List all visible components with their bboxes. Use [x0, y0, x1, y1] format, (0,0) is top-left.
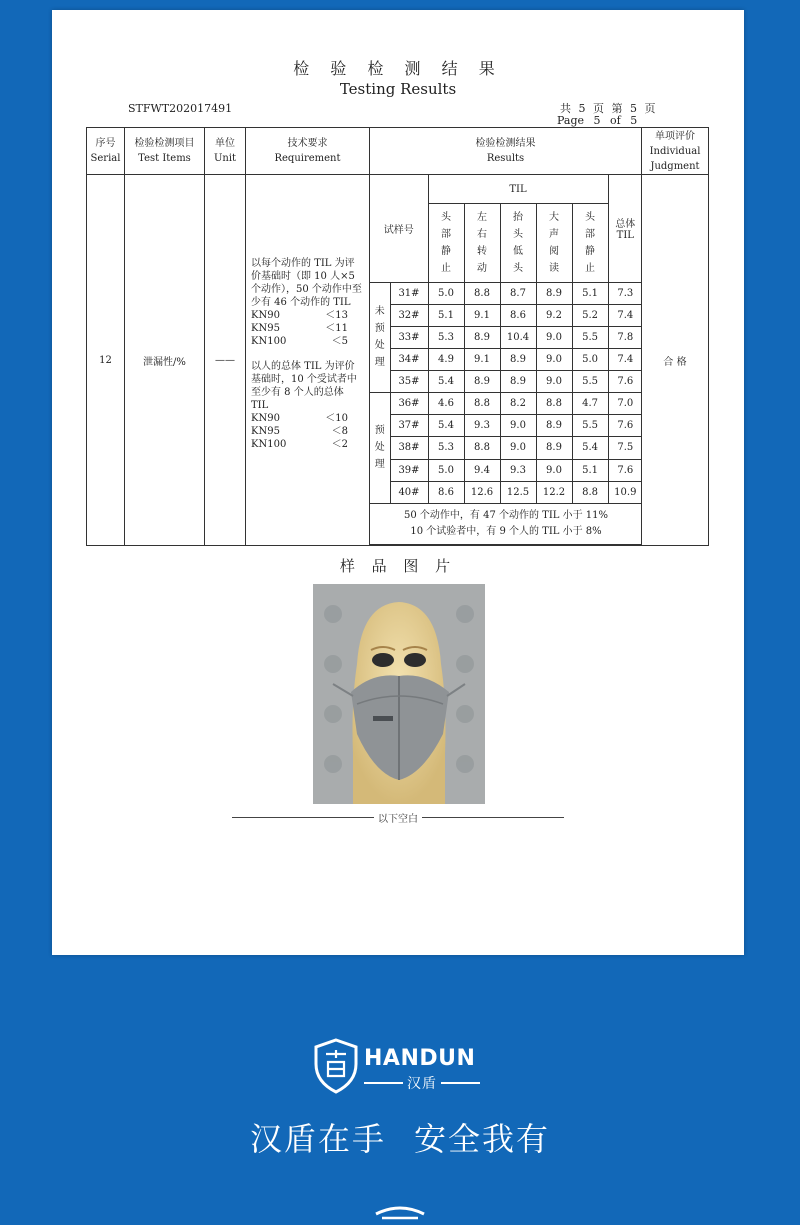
til-value: 9.3: [500, 459, 536, 481]
til-value: 8.9: [536, 415, 572, 437]
til-value: 5.0: [428, 459, 464, 481]
action-char: 右: [477, 228, 487, 240]
til-value: 5.4: [428, 371, 464, 393]
action-char: 头: [585, 211, 596, 223]
brand-name-chinese: 汉盾: [364, 1073, 480, 1093]
action-header-5: [572, 204, 608, 282]
til-value: 9.2: [536, 304, 572, 326]
total-til-value: 7.3: [608, 282, 642, 304]
til-value: 5.1: [428, 304, 464, 326]
results-table: [86, 127, 709, 546]
action-char: 大: [549, 211, 559, 223]
group-untreated: [370, 282, 390, 393]
header-results: 检验检测结果 Results: [370, 128, 642, 175]
til-value: 9.4: [464, 459, 500, 481]
sample-photo: [313, 584, 485, 804]
standard-row: KN100 ＜2: [251, 439, 348, 450]
til-value: 8.2: [500, 393, 536, 415]
total-label: TIL: [616, 230, 634, 242]
til-value: 5.5: [572, 371, 608, 393]
til-value: 5.2: [572, 304, 608, 326]
til-value: 9.0: [536, 326, 572, 348]
sample-id: 37#: [390, 415, 428, 437]
note-line-1: 50 个动作中，有 47 个动作的 TIL 小于 11%: [404, 509, 609, 521]
sample-id: 33#: [390, 326, 428, 348]
action-char: 部: [441, 228, 451, 240]
slogan: [0, 1114, 800, 1160]
group-char: 处: [374, 340, 385, 352]
group-pretreated: [370, 393, 390, 504]
total-til-value: 7.6: [608, 371, 642, 393]
til-value: 8.9: [500, 348, 536, 370]
action-char: 动: [477, 262, 487, 274]
standard-row: KN90 ＜10: [251, 413, 348, 424]
til-value: 12.5: [500, 481, 536, 503]
til-value: 8.7: [500, 282, 536, 304]
action-header-3: [500, 204, 536, 282]
action-char: 转: [477, 245, 487, 257]
sample-id: 32#: [390, 304, 428, 326]
til-value: 4.9: [428, 348, 464, 370]
sample-id: 36#: [390, 393, 428, 415]
title-english: Testing Results: [339, 80, 457, 98]
table-row: [370, 326, 642, 348]
til-value: 12.2: [536, 481, 572, 503]
sample-id: 34#: [390, 348, 428, 370]
group-char: 预: [374, 425, 385, 437]
til-value: 8.8: [536, 393, 572, 415]
sample-id: 35#: [390, 371, 428, 393]
page-indicator-chinese: 共 5 页 第 5 页: [560, 102, 656, 115]
til-value: 8.9: [536, 282, 572, 304]
group-char: 预: [374, 323, 385, 335]
group-char: 理: [374, 459, 385, 471]
action-char: 头: [441, 211, 451, 223]
action-char: 左: [477, 211, 487, 223]
til-value: 5.1: [572, 282, 608, 304]
total-til-value: 7.4: [608, 304, 642, 326]
action-header-1: [428, 204, 464, 282]
brand-name-english: HANDUN: [364, 1046, 476, 1071]
serial-cell: 12: [87, 175, 125, 546]
page-indicator-english: Page 5 of 5: [557, 114, 638, 127]
til-value: 5.3: [428, 326, 464, 348]
total-til-value: 7.6: [608, 459, 642, 481]
mannequin-mask-image: [313, 584, 485, 804]
total-til-value: 7.8: [608, 326, 642, 348]
til-value: 9.0: [500, 415, 536, 437]
til-value: 8.9: [536, 437, 572, 459]
table-row: [370, 437, 642, 459]
til-value: 8.8: [572, 481, 608, 503]
til-value: 9.1: [464, 304, 500, 326]
til-value: 5.4: [572, 437, 608, 459]
action-char: 止: [441, 262, 451, 274]
title-chinese: 检 验 检 测 结 果: [293, 59, 503, 78]
table-row: [370, 282, 642, 304]
table-row: [370, 459, 642, 481]
action-header-2: [464, 204, 500, 282]
action-char: 读: [549, 262, 559, 274]
results-note: [370, 503, 642, 544]
til-table: [370, 175, 642, 545]
test-item-cell: 泄漏性/%: [125, 175, 205, 546]
report-number: STFWT202017491: [128, 102, 233, 115]
til-value: 8.8: [464, 393, 500, 415]
til-value: 5.4: [428, 415, 464, 437]
table-row: [370, 393, 642, 415]
standard-row: KN100 ＜5: [251, 336, 348, 347]
note-line-2: 10 个试验者中，有 9 个人的 TIL 小于 8%: [410, 525, 602, 537]
total-label: 总体: [615, 219, 636, 231]
requirement-paragraph-1: 以每个动作的 TIL 为评价基础时（即 10 人×5 个动作），50 个动作中至少有 46 个动作的 TIL KN90 ＜13 KN95 ＜11 KN100 ＜5: [251, 257, 364, 348]
mask-icon: [372, 1204, 428, 1225]
til-value: 8.9: [500, 371, 536, 393]
table-row: [370, 348, 642, 370]
slogan-part-2: 安全我有: [414, 1120, 551, 1158]
action-char: 头: [513, 228, 523, 240]
header-judgment: 单项评价 Individual Judgment: [642, 128, 709, 175]
til-value: 5.3: [428, 437, 464, 459]
til-value: 8.6: [428, 481, 464, 503]
sample-photo-title: 样 品 图 片: [339, 557, 457, 575]
til-header: TIL: [428, 175, 608, 204]
til-value: 4.7: [572, 393, 608, 415]
til-value: 8.6: [500, 304, 536, 326]
action-char: 声: [549, 228, 559, 240]
standard-row: KN95 ＜11: [251, 323, 348, 334]
til-value: 5.0: [572, 348, 608, 370]
til-value: 8.9: [464, 371, 500, 393]
header-test-items: 检验检测项目 Test Items: [125, 128, 205, 175]
til-value: 8.9: [464, 326, 500, 348]
requirement-cell: [246, 175, 370, 546]
slogan-part-1: 汉盾在手: [249, 1120, 386, 1158]
til-value: 9.0: [536, 371, 572, 393]
results-cell: [370, 175, 642, 546]
sample-number-header: 试样号: [370, 175, 428, 282]
end-text: 以下空白: [378, 813, 418, 825]
action-char: 部: [585, 228, 596, 240]
til-value: 9.1: [464, 348, 500, 370]
end-of-content-line: [232, 810, 564, 824]
til-value: 5.1: [572, 459, 608, 481]
sample-id: 40#: [390, 481, 428, 503]
til-value: 8.8: [464, 282, 500, 304]
action-char: 止: [585, 262, 596, 274]
group-char: 处: [374, 442, 385, 454]
total-til-value: 7.0: [608, 393, 642, 415]
table-row: [370, 481, 642, 503]
judgment-cell: 合 格: [642, 175, 709, 546]
action-char: 静: [585, 245, 596, 257]
til-value: 9.0: [500, 437, 536, 459]
action-char: 头: [513, 262, 523, 274]
action-char: 低: [513, 245, 523, 257]
header-unit: 单位 Unit: [205, 128, 246, 175]
report-page: [52, 10, 744, 955]
group-char: 未: [374, 306, 385, 318]
action-char: 阅: [549, 245, 559, 257]
action-header-4: [536, 204, 572, 282]
total-til-value: 7.6: [608, 415, 642, 437]
sample-id: 38#: [390, 437, 428, 459]
table-row: [370, 304, 642, 326]
til-value: 10.4: [500, 326, 536, 348]
header-serial: 序号 Serial: [87, 128, 125, 175]
action-char: 抬: [513, 211, 523, 223]
til-value: 8.8: [464, 437, 500, 459]
til-value: 12.6: [464, 481, 500, 503]
til-value: 5.0: [428, 282, 464, 304]
til-value: 9.0: [536, 459, 572, 481]
total-til-value: 10.9: [608, 481, 642, 503]
sample-id: 31#: [390, 282, 428, 304]
total-til-value: 7.5: [608, 437, 642, 459]
table-row: [370, 371, 642, 393]
til-value: 9.0: [536, 348, 572, 370]
group-char: 理: [374, 357, 385, 369]
unit-cell: ——: [205, 175, 246, 546]
total-til-value: 7.4: [608, 348, 642, 370]
action-char: 静: [441, 245, 451, 257]
sample-id: 39#: [390, 459, 428, 481]
til-value: 9.3: [464, 415, 500, 437]
requirement-paragraph-2: 以人的总体 TIL 为评价基础时，10 个受试者中至少有 8 个人的总体 TIL KN90 ＜10 KN95 ＜8 KN100 ＜2: [251, 360, 364, 451]
til-value: 5.5: [572, 415, 608, 437]
header-requirement: 技术要求 Requirement: [246, 128, 370, 175]
standard-row: KN95 ＜8: [251, 426, 348, 437]
til-value: 4.6: [428, 393, 464, 415]
til-value: 5.5: [572, 326, 608, 348]
table-row: [370, 415, 642, 437]
standard-row: KN90 ＜13: [251, 310, 348, 321]
total-til-header: [608, 175, 642, 282]
